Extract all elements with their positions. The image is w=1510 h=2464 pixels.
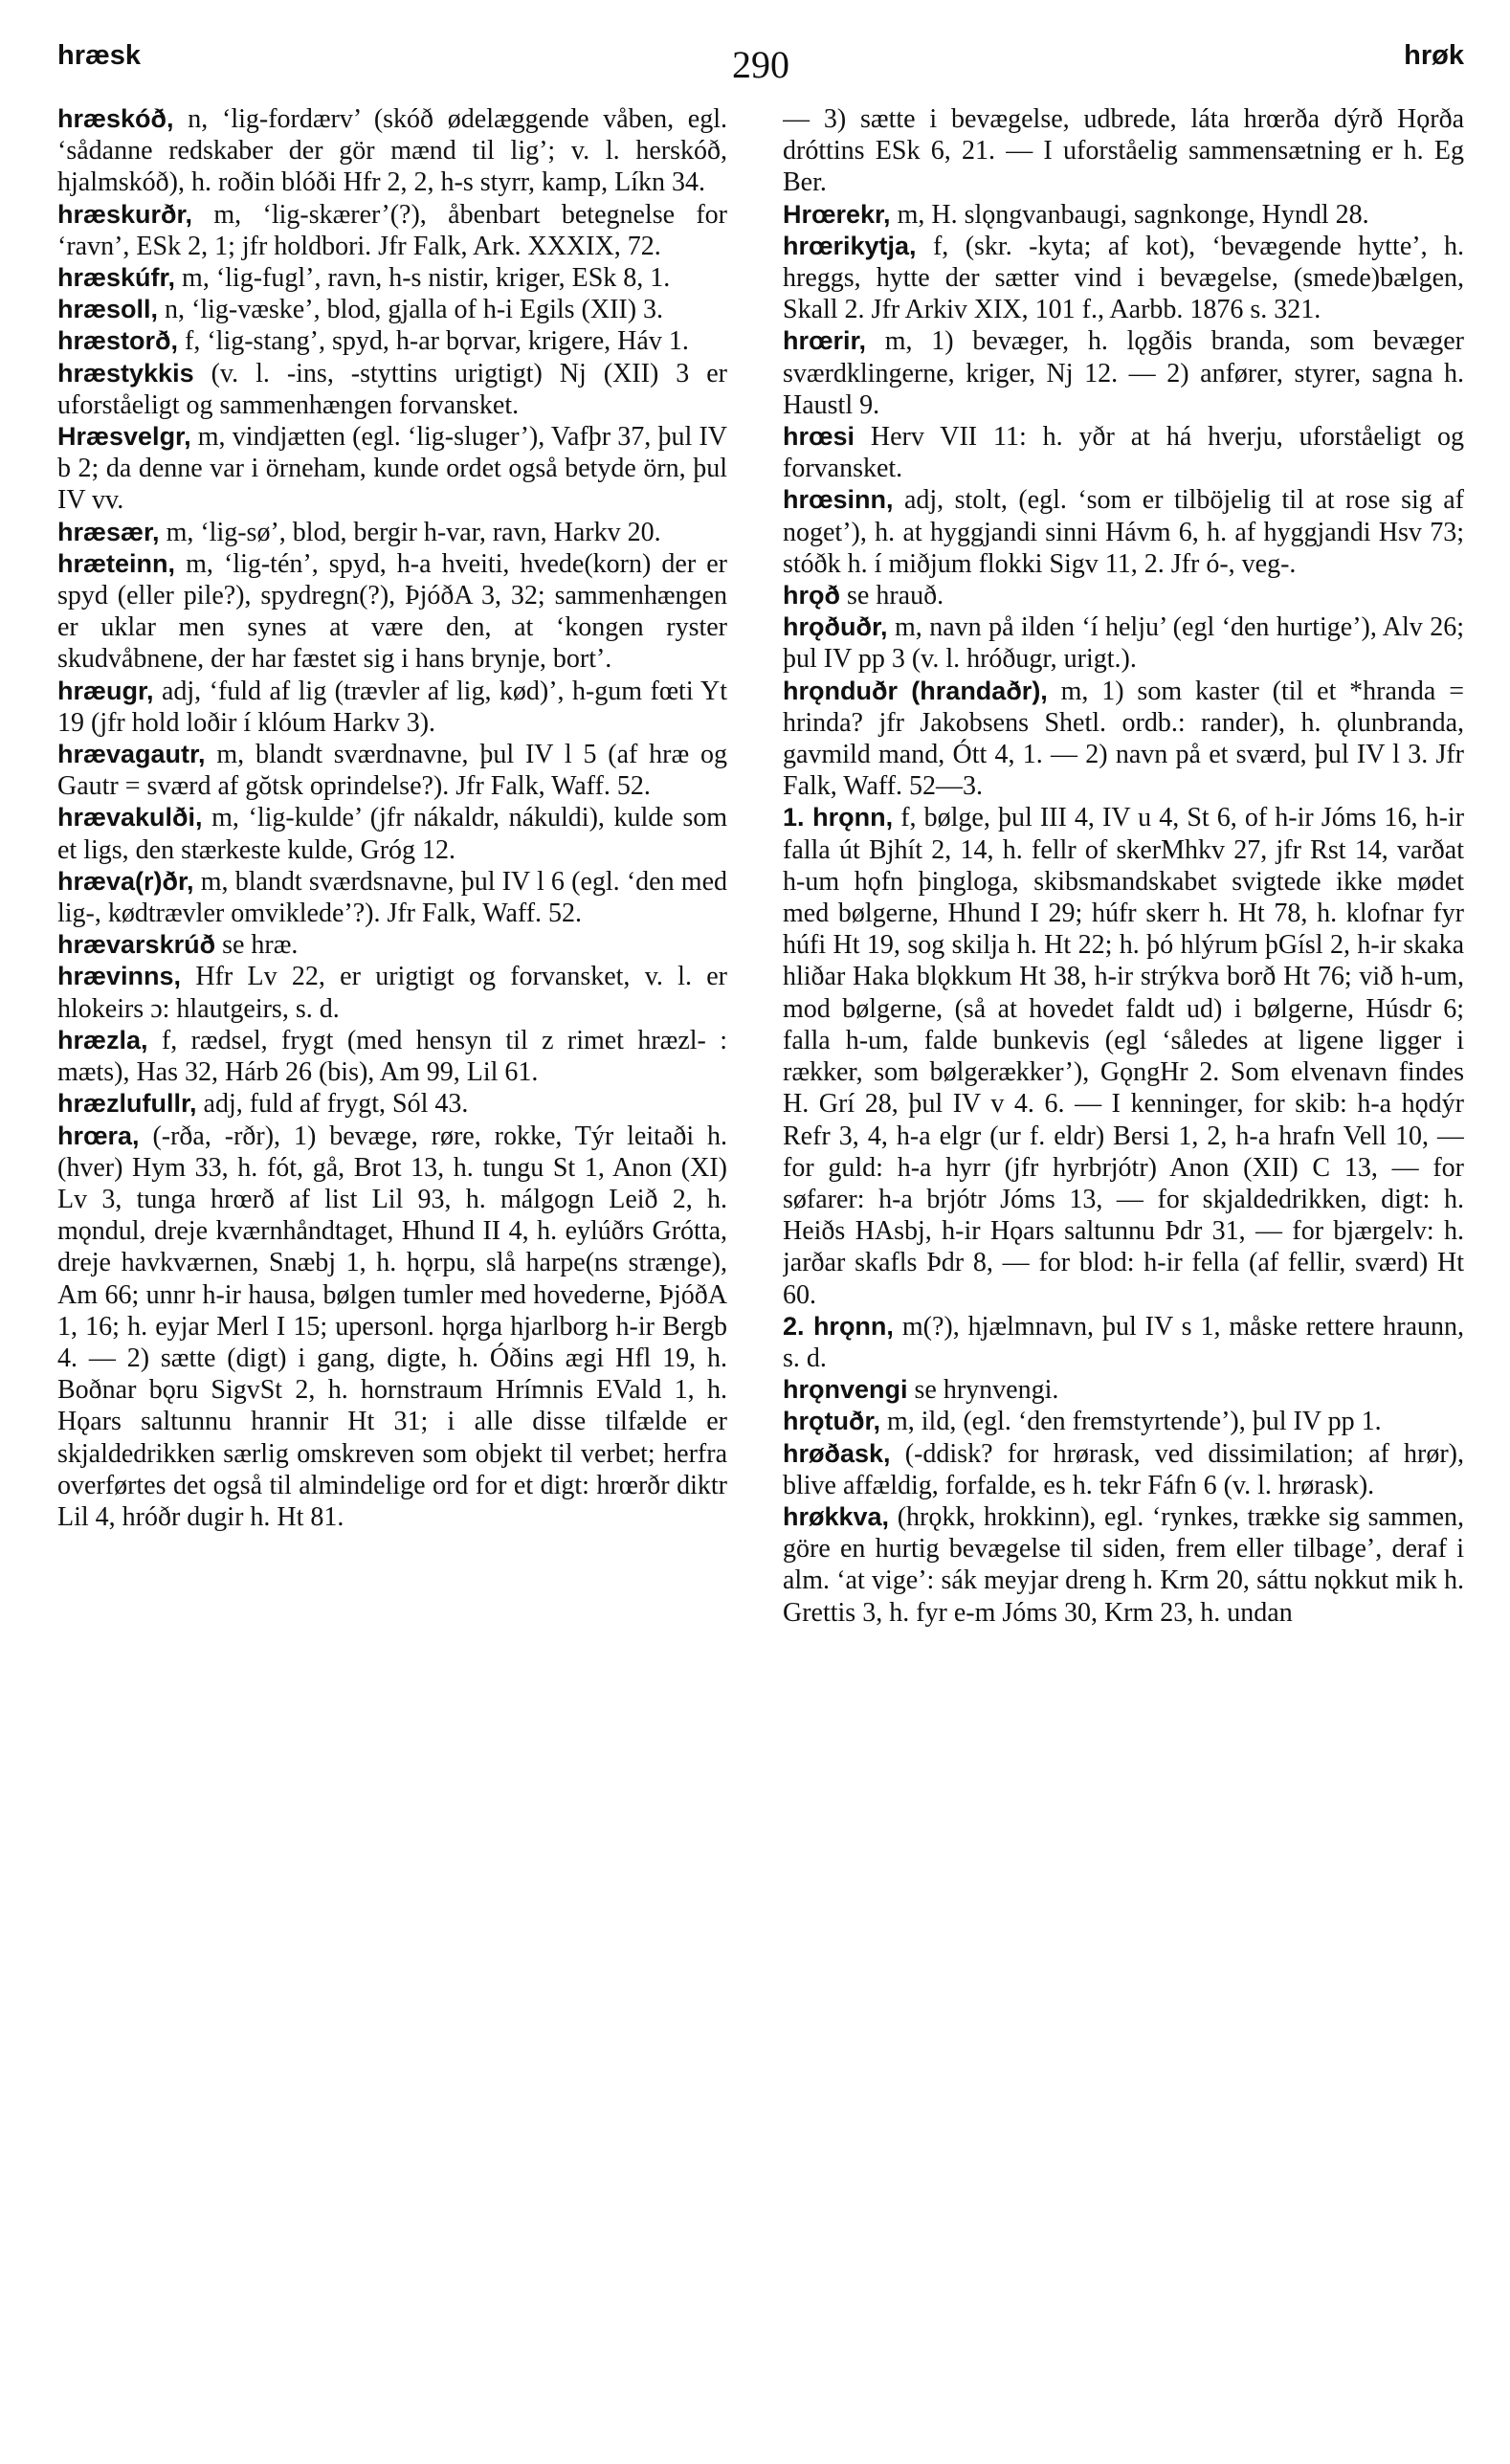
dictionary-entry [783,1501,1464,1629]
dictionary-entry [783,484,1464,580]
left-column [57,103,727,2438]
entry-definition: se hræ. [222,930,299,961]
dictionary-entry [57,262,727,294]
entry-definition: f, (skr. -kyta; af kot), ‘bevægende hytte’, h. hreggs, hytte der sætter vind i bevægelse, (smede)bælgen, Skall 2. Jfr Arkiv XIX, 101 f., Aarbb. 1876 s. 321. [783,231,1464,325]
entry-headword: Hrœrekr, [783,199,891,229]
entry-definition: m, ‘lig-kulde’ (jfr nákaldr, nákuldi), kulde som et ligs, den stærkeste kulde, Gróg 12. [57,803,727,865]
entry-definition: m, H. slǫngvanbaugi, sagnkonge, Hyndl 28. [897,199,1369,230]
entry-headword: hræugr, [57,676,154,705]
entry-definition: m(?), hjælmnavn, þul IV s 1, måske rettere hraunn, s. d. [783,1311,1464,1373]
entry-headword: hræzlufullr, [57,1089,197,1119]
dictionary-entry [57,358,727,421]
dictionary-entry [783,802,1464,1310]
dictionary-entry [783,676,1464,803]
entry-definition: adj, fuld af frygt, Sól 43. [203,1089,469,1120]
entry-headword: hræsær, [57,517,160,546]
entry-definition: m, vindjætten (egl. ‘lig-sluger’), Vafþr 37, þul IV b 2; da denne var i örneham, kunde ordet også betyde örn, þul IV vv. [57,422,727,516]
entry-definition: m, blandt sværdnavne, þul IV l 5 (af hræ og Gautr = sværd af gŏtsk oprindelse?). Jfr Falk, Waff. 52. [57,740,727,802]
dictionary-entry [783,611,1464,675]
entry-headword: hrœra, [57,1121,140,1150]
entry-definition: m, navn på ilden ‘í helju’ (egl ‘den hurtige’), Alv 26; þul IV pp 3 (v. l. hróðugr, urigt.). [783,612,1464,675]
dictionary-entry [57,929,727,961]
entry-definition: se hrauð. [847,581,944,611]
entry-headword: hræteinn, [57,548,176,578]
entry-definition: m, ‘lig-fugl’, ravn, h-s nistir, kriger, ESk 8, 1. [182,263,671,294]
entry-headword: hrǫðuðr, [783,612,888,642]
dictionary-entry [783,325,1464,421]
entry-definition: m, ild, (egl. ‘den fremstyrtende’), þul IV pp 1. [887,1407,1382,1437]
dictionary-entry [783,1438,1464,1501]
entry-definition: m, ‘lig-skærer’(?), åbenbart betegnelse for ‘ravn’, ESk 2, 1; jfr holdbori. Jfr Falk, Ark. XXXIX, 72. [57,199,727,261]
running-head-right: hrøk [1404,40,1464,71]
entry-definition: m, blandt sværdsnavne, þul IV l 6 (egl. ‘den med lig-, kødtrævler omviklede’?). Jfr Falk, Waff. 52. [57,866,727,929]
entry-definition: m, 1) som kaster (til et *hranda = hrinda? jfr Jakobsens Shetl. ordb.: rander), h. ǫlunbranda, gavmild mand, Ótt 4, 1. — 2) navn på et sværd, þul IV l 3. Jfr Falk, Waff. 52—3. [783,676,1464,802]
entry-definition: Herv VII 11: h. yðr at há hverju, uforståeligt og forvansket. [783,422,1464,484]
dictionary-entry [57,517,727,548]
entry-headword: hræskúfr, [57,263,176,293]
entry-definition: m, ‘lig-tén’, spyd, h-a hveiti, hvede(korn) der er spyd (eller pile?), spydregn(?), ÞjóðA 3, 32; sammenhængen er uklar men synes at være den, at ‘kongen ryster skudvåbnene, der har fæstet sig i hans brynje, bort’. [57,548,727,675]
dictionary-entry [57,421,727,517]
dictionary-entry [57,866,727,929]
entry-headword: hrævagautr, [57,740,206,769]
dictionary-entry [783,1374,1464,1406]
entry-definition: m, ‘lig-sø’, blod, bergir h-var, ravn, Harkv 20. [166,517,661,547]
dictionary-entry [57,325,727,357]
dictionary-entry [57,1121,727,1534]
entry-headword: Hræsvelgr, [57,422,191,452]
entry-definition: (-rða, -rðr), 1) bevæge, røre, rokke, Týr leitaði h. (hver) Hym 33, h. fót, gå, Brot 13, h. tungu St 1, Anon (XI) Lv 3, tunga hrœrð af list Lil 93, h. málgogn Leið 2, h. mǫndul, dreje kværnhåndtaget, Hhund II 4, h. eylúðrs Grótta, dreje havkværnen, Snæbj 1, h. hǫrpu, slå harpe(ns strænge), Am 66; unnr h-ir hausa, bølgen tumler med hovederne, ÞjóðA 1, 16; h. eyjar Merl I 15; upersonl. hǫrga hjarlborg h-ir Bergb 4. — 2) sætte (digt) i gang, digte, h. Óðins ægi Hfl 19, h. Boðnar bǫru SigvSt 2, h. hornstraum Hrímnis EVald 1, h. Hǫars saltunnu hrannir Ht 31; i alle disse tilfælde er skjaldedrikken særlig omskreven som objekt til verbet; herfra overførtes det også til almindelige ord for et digt: hrœrðr diktr Lil 4, hróðr dugir h. Ht 81. [57,1121,727,1532]
entry-headword: hræskurðr, [57,199,193,229]
entry-definition: adj, stolt, (egl. ‘som er tilböjelig til at rose sig af noget’), h. at hyggjandi sinni Hávm 6, h. af hyggjandi Hsv 73; stóðk h. í miðjum flokki Sigv 11, 2. Jfr ó-, veg-. [783,485,1464,579]
entry-headword: hrǫð [783,581,840,610]
dictionary-entry [57,802,727,865]
entry-definition: n, ‘lig-væske’, blod, gjalla of h-i Egils (XII) 3. [165,295,664,325]
dictionary-entry [57,676,727,739]
entry-headword: hræsoll, [57,295,159,324]
dictionary-entry [783,1311,1464,1374]
entry-definition: (v. l. -ins, -styttins urigtigt) Nj (XII) 3 er uforståeligt og sammenhængen forvansket. [57,358,727,420]
entry-definition: m, 1) bevæger, h. lǫgðis branda, som bevæger sværdklingerne, kriger, Nj 12. — 2) anfører, styrer, sagna h. Haustl 9. [783,326,1464,420]
entry-headword: 2. hrǫnn, [783,1311,894,1341]
entry-definition: adj, ‘fuld af lig (trævler af lig, kød)’, h-gum fœti Yt 19 (jfr hold loðir í klóum Harkv 3). [57,676,727,738]
entry-definition: Hfr Lv 22, er urigtigt og forvansket, v. l. er hlokeirs ɔ: hlautgeirs, s. d. [57,962,727,1024]
entry-headword: hræstorð, [57,326,179,356]
entry-headword: hrœsi [783,422,855,452]
entry-headword: hræskóð, [57,104,174,133]
entry-definition: f, rædsel, frygt (med hensyn til z rimet hræzl- : mæts), Has 32, Hárb 26 (bis), Am 99, Lil 61. [57,1025,727,1088]
entry-definition: f, ‘lig-stang’, spyd, h-ar bǫrvar, krigere, Háv 1. [185,326,689,357]
dictionary-entry [57,1025,727,1088]
entry-headword: hrævakulði, [57,803,203,832]
entry-headword: hræstykkis [57,358,194,388]
dictionary-entry [57,548,727,676]
dictionary-entry [57,294,727,325]
entry-headword: hræzla, [57,1025,148,1054]
dictionary-entry [57,739,727,802]
entry-definition: — 3) sætte i bevægelse, udbrede, láta hrœrða dýrð Hǫrða dróttins ESk 6, 21. — I uforståelig sammensætning er h. Eg Ber. [783,104,1464,198]
dictionary-entry [783,1406,1464,1437]
running-head-left: hræsk [57,40,142,71]
entry-definition: se hrynvengi. [914,1375,1059,1406]
entry-headword: hrǫtuðr, [783,1407,880,1436]
entry-headword: hrævarskrúð [57,930,216,960]
dictionary-entry [783,231,1464,326]
dictionary-entry [57,199,727,262]
entry-headword: hrœrir, [783,326,867,356]
right-column [783,103,1464,2438]
entry-definition: (hrǫkk, hrokkinn), egl. ‘rynkes, trække sig sammen, göre en hurtig bevægelse til siden, frem eller tilbage’, deraf i alm. ‘at vige’: sák meyjar dreng h. Krm 20, sáttu nǫkkut mik h. Grettis 3, h. fyr e-m Jóms 30, Krm 23, h. undan [783,1501,1464,1628]
dictionary-entry [783,199,1464,231]
entry-headword: hrøkkva, [783,1501,890,1531]
dictionary-entry [57,103,727,199]
dictionary-entry [783,103,1464,199]
dictionary-entry [783,580,1464,611]
page-header [57,27,1464,84]
entry-headword: hrœrikytja, [783,231,917,260]
entry-definition: (-ddisk? for hrørask, ved dissimilation; af hrør), blive affældig, forfalde, es h. tekr Fáfn 6 (v. l. hrørask). [783,1438,1464,1500]
entry-headword: hrǫnduðr (hrandaðr), [783,676,1048,705]
entry-headword: hræva(r)ðr, [57,866,194,896]
entry-headword: 1. hrǫnn, [783,803,894,832]
entry-headword: hrœsinn, [783,485,894,515]
dictionary-entry [57,961,727,1024]
entry-headword: hrøðask, [783,1438,891,1468]
entry-headword: hrǫnvengi [783,1375,908,1405]
entry-headword: hrævinns, [57,962,182,991]
page-number: 290 [732,43,789,86]
entry-definition: f, bølge, þul III 4, IV u 4, St 6, of h-ir Jóms 16, h-ir falla út Bjhít 2, 14, h. fellr of skerMhkv 27, jfr Rst 14, varðat h-um hǫfn þingloga, skibsmandskabet svigtede ikke mødet med bølgerne, Hhund I 29; húfr skerr h. Ht 78, h. klofnar fyr húfi Ht 19, sog skilja h. Ht 22; h. þó hlýrum þGísl 2, h-ir skaka hliðar Haka blǫkkum Ht 38, h-ir strýkva borð Ht 76; við h-um, mod bølgerne, (så at hovedet faldt ud) i bølgerne, Húsdr 6; falla h-um, falde bunkevis (egl ‘således at ligene ligger i rækker, som bølgerækker’), GǫngHr 2. Som elvenavn findes H. Grí 28, þul IV v 4. 6. — I kenninger, for skib: h-a hǫdýr Refr 3, 4, h-a elgr (ur f. eldr) Bersi 1, 2, h-a hrafn Vell 10, — for guld: h-a hyrr (jfr hyrbrjótr) Anon (XII) C 13, — for søfarer: h-a brjótr Jóms 13, — for skjaldedrikken, digt: h. Heiðs HAsbj, h-ir Hǫars saltunnu Þdr 31, — for bjærgelv: h. jarðar skafls Þdr 8, — for blod: h-ir fella (af fellir, sværd) Ht 60. [783,803,1464,1310]
dictionary-entry [783,421,1464,484]
entry-definition: n, ‘lig-fordærv’ (skóð ødelæggende våben, egl. ‘sådanne redskaber der gör mænd til lig’; v. l. herskóð, hjalmskóð), h. roðin blóði Hfr 2, 2, h-s styrr, kamp, Líkn 34. [57,104,727,198]
dictionary-entry [57,1088,727,1120]
